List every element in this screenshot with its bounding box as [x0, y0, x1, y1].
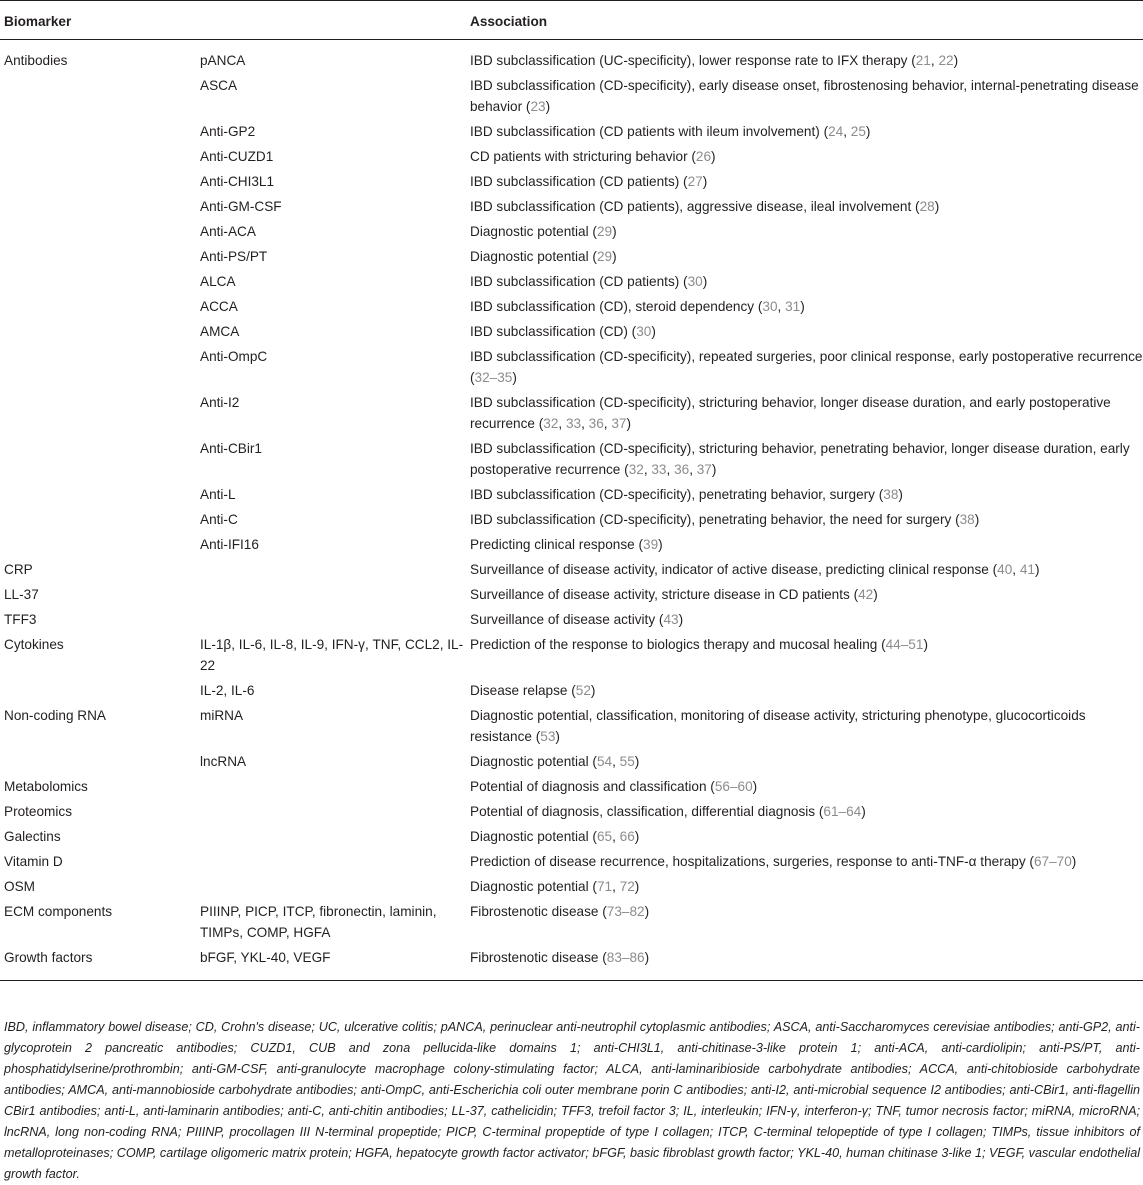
reference-separator: , — [930, 53, 939, 68]
reference-link[interactable]: 53 — [540, 729, 556, 744]
biomarker-cell: Non-coding RNA — [4, 708, 106, 723]
association-text: Diagnostic potential, classification, monitoring of disease activity, stricturing phenotype, glucocorticoids resistance — [470, 708, 1086, 744]
biomarker-cell: OSM — [4, 879, 35, 894]
association-cell: IBD subclassification (CD) (30) — [470, 324, 656, 339]
biomarker-cell — [0, 119, 200, 144]
association-cell: Prediction of disease recurrence, hospitalizations, surgeries, response to anti-TNF-α therapy (67–70) — [470, 854, 1077, 869]
association-cell: Fibrostenotic disease (83–86) — [470, 945, 1143, 981]
association-text: Diagnostic potential — [470, 829, 589, 844]
association-text: Potential of diagnosis, classification, differential diagnosis — [470, 804, 816, 819]
reference-link[interactable]: 28 — [919, 199, 935, 214]
table-row — [0, 945, 1143, 981]
biomarker-cell: Proteomics — [4, 804, 72, 819]
biomarker-cell — [0, 169, 200, 194]
subtype-cell: lncRNA — [200, 754, 247, 769]
reference-separator: , — [612, 829, 620, 844]
association-cell: Potential of diagnosis and classification (56–60) — [470, 779, 758, 794]
table-row — [0, 749, 1143, 774]
reference-separator: , — [689, 462, 697, 477]
subtype-cell: Anti-GM-CSF — [200, 199, 282, 214]
association-text: Prediction of disease recurrence, hospitalizations, surgeries, response to anti-TNF-α therapy — [470, 854, 1026, 869]
table-row — [0, 799, 1143, 824]
association-text: Predicting clinical response — [470, 537, 635, 552]
subtype-cell — [200, 557, 470, 582]
table-body — [0, 40, 1143, 981]
association-text: IBD subclassification (CD-specificity), penetrating behavior, surgery — [470, 487, 875, 502]
biomarker-cell — [0, 269, 200, 294]
association-cell: Diagnostic potential (54, 55) — [470, 754, 640, 769]
association-cell: Predicting clinical response (39) — [470, 537, 663, 552]
association-cell: Diagnostic potential (71, 72) — [470, 879, 640, 894]
association-cell: IBD subclassification (UC-specificity), lower response rate to IFX therapy (21, 22) — [470, 53, 959, 68]
biomarker-cell: Growth factors — [0, 945, 200, 981]
subtype-cell — [200, 849, 470, 874]
association-cell: Diagnostic potential (29) — [470, 249, 617, 264]
reference-link[interactable]: 36 — [588, 416, 604, 431]
biomarker-cell: ECM components — [4, 904, 113, 919]
biomarker-cell — [0, 678, 200, 703]
association-text: Diagnostic potential — [470, 754, 589, 769]
subtype-cell: Anti-CUZD1 — [200, 149, 274, 164]
association-text: Surveillance of disease activity — [470, 612, 656, 627]
association-cell: IBD subclassification (CD-specificity), repeated surgeries, poor clinical response, early postoperative recurrence (32–35) — [470, 349, 1143, 385]
biomarker-cell: Metabolomics — [4, 779, 88, 794]
table-row — [0, 582, 1143, 607]
subtype-cell: Anti-CBir1 — [200, 441, 262, 456]
association-cell: Surveillance of disease activity, stricture disease in CD patients (42) — [470, 587, 878, 602]
association-text: CD patients with stricturing behavior — [470, 149, 688, 164]
association-cell: Fibrostenotic disease (73–82) — [470, 904, 650, 919]
table-row — [0, 244, 1143, 269]
subtype-cell: bFGF, YKL-40, VEGF — [200, 945, 470, 981]
biomarker-cell: TFF3 — [4, 612, 37, 627]
reference-link[interactable]: 39 — [643, 537, 659, 552]
biomarker-cell: Cytokines — [4, 637, 64, 652]
subtype-cell: Anti-I2 — [200, 395, 240, 410]
biomarker-cell: Galectins — [4, 829, 61, 844]
biomarker-cell — [0, 390, 200, 436]
association-text: Prediction of the response to biologics therapy and mucosal healing — [470, 637, 878, 652]
subtype-cell: ALCA — [200, 274, 236, 289]
association-text: IBD subclassification (CD-specificity), penetrating behavior, the need for surgery — [470, 512, 952, 527]
reference-separator: , — [666, 462, 675, 477]
association-text: Potential of diagnosis and classification — [470, 779, 707, 794]
subtype-cell: ASCA — [200, 78, 238, 93]
reference-separator: , — [603, 416, 612, 431]
biomarker-cell — [0, 436, 200, 482]
association-text: IBD subclassification (UC-specificity), lower response rate to IFX therapy — [470, 53, 908, 68]
subtype-cell: Anti-PS/PT — [200, 249, 268, 264]
table-footnote: IBD, inflammatory bowel disease; CD, Crohn's disease; UC, ulcerative colitis; pANCA, perinuclear anti-neutrophil cytoplasmic antibodies; ASCA, anti-Saccharomyces cerevisiae antibodies; anti-GP2, anti-glycoprotein 2 pancreatic antibodies; CUZD1, CUB and zona pellucida-like domains 1; anti-CHI3L1, anti-chitinase-3-like protein 1; anti-ACA, anti-cardiolipin; anti-PS/PT, anti-phosphatidylserine/prothrombin; anti-GM-CSF, anti-granulocyte macrophage colony-stimulating factor; ALCA, anti-laminaribioside carbohydrate antibodies; ACCA, anti-chitobioside carbohydrate antibodies; AMCA, anti-mannobioside carbohydrate antibodies; anti-OmpC, anti-Escherichia coli outer membrane porin C antibodies; anti-I2, anti-microbial sequence I2 antibodies; anti-CBir1, anti-flagellin CBir1 antibodies; anti-L, anti-laminarin antibodies; anti-C, anti-chitin antibodies; LL-37, cathelicidin; TFF3, trefoil factor 3; IL, interleukin; IFN-γ, interferon-γ; TNF, tumor necrosis factor; miRNA, microRNA; lncRNA, long non-coding RNA; PIIINP, procollagen III N-terminal propeptide; PICP, C-terminal propeptide of type I collagen; ITCP, C-terminal telopeptide of type I collagen; TIMPs, tissue inhibitors of metalloproteinases; COMP, cartilage oligomeric matrix protein; HGFA, hepatocyte growth factor activator; bFGF, basic fibroblast growth factor; YKL-40, human chitinase 3-like 1; VEGF, vascular endothelial growth factor. — [4, 1020, 1140, 1181]
subtype-cell — [200, 799, 470, 824]
reference-separator: , — [581, 416, 589, 431]
reference-separator: , — [777, 299, 786, 314]
table-row — [0, 507, 1143, 532]
reference-separator: , — [1012, 562, 1020, 577]
association-cell: Disease relapse (52) — [470, 683, 596, 698]
table-row — [0, 319, 1143, 344]
subtype-cell: Anti-GP2 — [200, 124, 256, 139]
reference-separator: , — [612, 879, 620, 894]
reference-link[interactable]: 42 — [858, 587, 874, 602]
reference-link[interactable]: 32–35 — [474, 370, 513, 385]
biomarker-cell: Antibodies — [4, 53, 68, 68]
subtype-cell: ACCA — [200, 299, 238, 314]
reference-link[interactable]: 37 — [696, 462, 712, 477]
association-text: IBD subclassification (CD-specificity), early disease onset, fibrostenosing behavior, internal-penetrating disease behavior — [470, 78, 1139, 114]
table-row — [0, 532, 1143, 557]
table-row — [0, 269, 1143, 294]
reference-link[interactable]: 40 — [997, 562, 1013, 577]
association-cell: IBD subclassification (CD-specificity), stricturing behavior, longer disease duration, and early postoperative recurrence (32, 33, 36, 37) — [470, 395, 1111, 431]
header-subtype — [200, 1, 470, 40]
table-row — [0, 344, 1143, 390]
reference-separator: , — [558, 416, 566, 431]
biomarker-cell — [0, 194, 200, 219]
biomarker-cell — [0, 219, 200, 244]
association-text: Surveillance of disease activity, stricture disease in CD patients — [470, 587, 850, 602]
association-text: Fibrostenotic disease — [470, 904, 599, 919]
association-cell: IBD subclassification (CD patients) (27) — [470, 174, 708, 189]
table-row — [0, 169, 1143, 194]
subtype-cell: Anti-ACA — [200, 224, 256, 239]
table-row — [0, 632, 1143, 678]
biomarker-cell — [0, 294, 200, 319]
association-text: IBD subclassification (CD) — [470, 324, 628, 339]
biomarker-cell: CRP — [4, 562, 33, 577]
association-text: Diagnostic potential — [470, 224, 589, 239]
association-cell: Prediction of the response to biologics therapy and mucosal healing (44–51) — [470, 637, 928, 652]
association-cell: IBD subclassification (CD patients) (30) — [470, 274, 708, 289]
association-text: Surveillance of disease activity, indicator of active disease, predicting clinical response — [470, 562, 989, 577]
table-row — [0, 119, 1143, 144]
reference-link[interactable]: 33 — [565, 416, 582, 431]
association-cell: IBD subclassification (CD-specificity), penetrating behavior, surgery (38) — [470, 487, 903, 502]
table-row — [0, 144, 1143, 169]
biomarker-cell: LL-37 — [4, 587, 39, 602]
reference-link[interactable]: 61–64 — [823, 804, 862, 819]
reference-link[interactable]: 33 — [651, 462, 667, 477]
reference-separator: , — [612, 754, 620, 769]
reference-link[interactable]: 30 — [762, 299, 778, 314]
association-text: IBD subclassification (CD patients) — [470, 174, 680, 189]
biomarker-cell — [0, 482, 200, 507]
table-row — [0, 390, 1143, 436]
table-row — [0, 436, 1143, 482]
reference-link[interactable]: 23 — [530, 99, 546, 114]
subtype-cell: IL-1β, IL-6, IL-8, IL-9, IFN-γ, TNF, CCL2, IL-22 — [200, 637, 464, 673]
biomarker-cell — [0, 344, 200, 390]
table-row — [0, 557, 1143, 582]
table-header — [0, 1, 1143, 40]
header-row — [0, 1, 1143, 40]
reference-link[interactable]: 31 — [785, 299, 801, 314]
reference-link[interactable]: 29 — [596, 224, 613, 239]
subtype-cell: Anti-IFI16 — [200, 537, 259, 552]
subtype-cell: Anti-C — [200, 512, 238, 527]
reference-link[interactable]: 83–86 — [606, 950, 645, 965]
reference-link[interactable]: 22 — [938, 53, 954, 68]
table-row — [0, 40, 1143, 74]
reference-link[interactable]: 36 — [674, 462, 690, 477]
reference-link[interactable]: 66 — [619, 829, 635, 844]
association-text: Diagnostic potential — [470, 249, 589, 264]
reference-link[interactable]: 38 — [959, 512, 975, 527]
subtype-cell: Anti-L — [200, 487, 236, 502]
reference-link[interactable]: 30 — [636, 324, 652, 339]
reference-link[interactable]: 52 — [575, 683, 591, 698]
association-cell: IBD subclassification (CD patients with ileum involvement) (24, 25) — [470, 124, 871, 139]
biomarker-cell — [0, 73, 200, 119]
association-cell: IBD subclassification (CD), steroid dependency (30, 31) — [470, 299, 805, 314]
association-cell: Surveillance of disease activity, indicator of active disease, predicting clinical response (40, 41) — [470, 562, 1040, 577]
table-row — [0, 824, 1143, 849]
table-row — [0, 219, 1143, 244]
biomarker-cell — [0, 144, 200, 169]
subtype-cell: AMCA — [200, 324, 240, 339]
reference-link[interactable]: 26 — [695, 149, 712, 164]
subtype-cell — [200, 582, 470, 607]
reference-link[interactable]: 24 — [828, 124, 844, 139]
association-text: IBD subclassification (CD patients) — [470, 274, 680, 289]
reference-link[interactable]: 32 — [543, 416, 559, 431]
table-row — [0, 849, 1143, 874]
association-cell: Diagnostic potential (65, 66) — [470, 829, 640, 844]
reference-link[interactable]: 41 — [1019, 562, 1035, 577]
biomarker-cell — [0, 507, 200, 532]
reference-link[interactable]: 29 — [596, 249, 613, 264]
reference-link[interactable]: 30 — [687, 274, 703, 289]
header-association: Association — [470, 1, 1143, 40]
reference-link[interactable]: 37 — [611, 416, 627, 431]
association-text: IBD subclassification (CD-specificity), stricturing behavior, penetrating behavior, longer disease duration, early postoperative recurrence — [470, 441, 1130, 477]
association-text: Disease relapse — [470, 683, 568, 698]
association-cell: CD patients with stricturing behavior (26) — [470, 149, 716, 164]
reference-link[interactable]: 38 — [883, 487, 899, 502]
association-text: Fibrostenotic disease — [470, 950, 599, 965]
association-cell: Surveillance of disease activity (43) — [470, 612, 684, 627]
association-cell: IBD subclassification (CD-specificity), penetrating behavior, the need for surgery (38) — [470, 512, 980, 527]
biomarker-cell — [0, 244, 200, 269]
table-row — [0, 899, 1143, 945]
reference-link[interactable]: 65 — [596, 829, 613, 844]
table-row — [0, 73, 1143, 119]
table-row — [0, 774, 1143, 799]
table-row — [0, 482, 1143, 507]
reference-separator: , — [643, 462, 652, 477]
subtype-cell: pANCA — [200, 53, 246, 68]
association-text: IBD subclassification (CD-specificity), stricturing behavior, longer disease duration, and early postoperative recurrence — [470, 395, 1111, 431]
table-row — [0, 874, 1143, 899]
association-cell: IBD subclassification (CD-specificity), early disease onset, fibrostenosing behavior, internal-penetrating disease behavior (23) — [470, 78, 1139, 114]
subtype-cell: miRNA — [200, 708, 244, 723]
subtype-cell — [200, 607, 470, 632]
association-text: IBD subclassification (CD patients with ileum involvement) — [470, 124, 820, 139]
table-row — [0, 703, 1143, 749]
reference-link[interactable]: 54 — [596, 754, 613, 769]
table-row — [0, 678, 1143, 703]
reference-link[interactable]: 72 — [619, 879, 635, 894]
association-text: IBD subclassification (CD), steroid dependency — [470, 299, 755, 314]
header-biomarker: Biomarker — [0, 1, 200, 40]
subtype-cell — [200, 774, 470, 799]
association-cell: IBD subclassification (CD-specificity), stricturing behavior, penetrating behavior, longer disease duration, early postoperative recurrence (32, 33, 36, 37) — [470, 441, 1130, 477]
reference-link[interactable]: 56–60 — [714, 779, 753, 794]
biomarker-cell — [0, 749, 200, 774]
table-row — [0, 194, 1143, 219]
association-cell: Diagnostic potential, classification, monitoring of disease activity, stricturing phenotype, glucocorticoids resistance (53) — [470, 708, 1086, 744]
association-text: IBD subclassification (CD-specificity), repeated surgeries, poor clinical response, early postoperative recurrence — [470, 349, 1143, 364]
association-text: Diagnostic potential — [470, 879, 589, 894]
reference-link[interactable]: 21 — [915, 53, 931, 68]
biomarker-cell — [0, 532, 200, 557]
table-row — [0, 294, 1143, 319]
subtype-cell: Anti-CHI3L1 — [200, 174, 275, 189]
reference-link[interactable]: 55 — [619, 754, 635, 769]
subtype-cell: IL-2, IL-6 — [200, 683, 255, 698]
biomarker-cell: Vitamin D — [4, 854, 63, 869]
subtype-cell — [200, 874, 470, 899]
subtype-cell: Anti-OmpC — [200, 349, 268, 364]
reference-link[interactable]: 43 — [663, 612, 679, 627]
reference-link[interactable]: 32 — [628, 462, 644, 477]
association-cell: Potential of diagnosis, classification, differential diagnosis (61–64) — [470, 804, 866, 819]
subtype-cell — [200, 824, 470, 849]
biomarker-cell — [0, 319, 200, 344]
reference-link[interactable]: 25 — [850, 124, 866, 139]
reference-link[interactable]: 44–51 — [885, 637, 924, 652]
reference-link[interactable]: 67–70 — [1033, 854, 1072, 869]
association-text: IBD subclassification (CD patients), aggressive disease, ileal involvement — [470, 199, 912, 214]
reference-link[interactable]: 27 — [687, 174, 703, 189]
table-row — [0, 607, 1143, 632]
association-cell: IBD subclassification (CD patients), aggressive disease, ileal involvement (28) — [470, 199, 940, 214]
reference-separator: , — [843, 124, 851, 139]
subtype-cell: PIIINP, PICP, ITCP, fibronectin, laminin, TIMPs, COMP, HGFA — [200, 904, 437, 940]
reference-link[interactable]: 71 — [596, 879, 613, 894]
association-cell: Diagnostic potential (29) — [470, 224, 617, 239]
reference-link[interactable]: 73–82 — [606, 904, 645, 919]
